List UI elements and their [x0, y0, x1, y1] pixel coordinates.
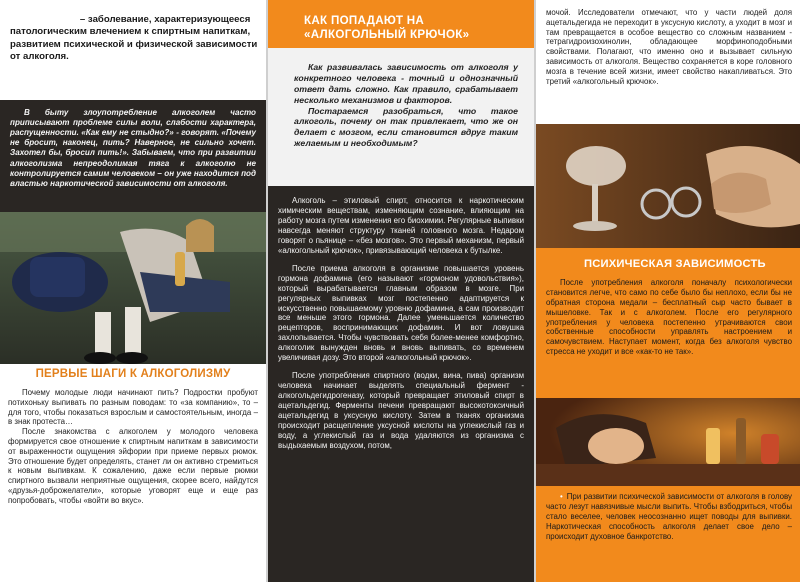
teen-drinking-photo	[0, 212, 266, 364]
handcuffs-glass-illustration	[536, 124, 800, 248]
psychological-dependence-text: После употребления алкоголя поначалу психологически становится легче, что само по себе было бы неплохо, если бы не обратная сторона медали – бесплатный сыр часто бывает в мышеловке. Так и с алкоголем. После его регулярного употребления у человека постепенно утрачиваются свои собственные способности управлять настроением и самочувствием. Наступает момент, когда без алкоголя чувство стресса не уходит и все «как-то не так».	[546, 278, 792, 357]
hook-paragraph: После приема алкоголя в организме повышается уровень гормона дофамина (его называют «гормоном удовольствия»), который вырабатывается главным образом в мозге. При регулярных выпивках мозг постепенно адаптируется к искусственно повышаемому уровню дофамина, а сам производит все меньше этого гормона. Далее уменьшается количество рецепторов, воспринимающих дофамин. И вот ловушка захлопывается. Чтобы чувствовать себя более-менее комфортно, алкоголик вынужден вновь и вновь выпивать, со временем увеличивая дозу. Это второй «алкогольный крючок».	[278, 263, 524, 363]
quote-text: В быту злоупотребление алкоголем часто приписывают проблеме силы воли, слабости характера, распущенности. «Как ему не стыдно?» - говорят. «Почему не бросит, наконец, пить? Наверное, не сильно хочет. Захотел бы, бросил пить!». Забываем, что при развитии алкоголизма непреодолимая тяга к алкоголю не контролируется самим человеком – он уже находится под властью наркотической зависимости от алкоголя.	[10, 108, 256, 188]
hook-intro	[268, 50, 534, 149]
drunk-person-illustration	[536, 398, 800, 486]
panel-right	[536, 0, 800, 582]
handcuffed-glass-photo	[536, 124, 800, 248]
quote-block	[0, 100, 266, 212]
first-steps-paragraph: После знакомства с алкоголем у молодого человека формируется свое отношение к спиртным напиткам в зависимости от выраженности ощущения эйфории при приеме первых рюмок. Это отношение будет определять, станет ли он активно стремиться к новым выпивкам. К сожалению, даже если первые рюмки спиртного вызвали неприятные ощущения, скорее всего, найдутся «друзья-доброжелатели», которые уговорят еще и еще раз попробовать, чтобы «войти во вкус».	[8, 427, 258, 505]
drunk-person-photo	[536, 398, 800, 486]
definition-term: АЛКОГОЛИЗМ	[10, 14, 78, 25]
obsessive-thoughts-text	[546, 492, 792, 541]
psychological-dependence-block	[536, 248, 800, 398]
hook-paragraph: После употребления спиртного (водки, вина, пива) организм человека начинает выделять специальный фермент - алкогольдегидрогеназу, который превращает этиловый спирт в ацетальдегид. Ферменты печени превращают высокотоксичный ацетальдегид в уксусную кислоту. Затем в тканях организма происходит расщепление уксусной кислоты на углекислый газ и воду, а углекислый газ и вода удаляются из организма с выдыхаемым воздухом, потом,	[278, 371, 524, 450]
psychological-dependence-heading: ПСИХИЧЕСКАЯ ЗАВИСИМОСТЬ	[584, 258, 766, 270]
hook-body	[268, 186, 534, 582]
definition-body: – заболевание, характеризующееся патологическим влечением к спиртным напиткам, развитием психической и физической зависимости от алкоголя.	[10, 14, 258, 62]
first-steps-paragraph: Почему молодые люди начинают пить? Подростки пробуют потихоньку выпивать по разным поводам: то «за компанию», то – для того, чтобы показаться взрослым и самостоятельным, иногда – в знак протеста…	[8, 388, 258, 427]
first-steps-heading: ПЕРВЫЕ ШАГИ К АЛКОГОЛИЗМУ	[35, 368, 231, 380]
continuation-block	[536, 0, 800, 126]
bullet-icon: •	[560, 492, 563, 501]
hook-title: КАК ПОПАДАЮТ НА «АЛКОГОЛЬНЫЙ КРЮЧОК»	[304, 14, 470, 42]
panel-middle	[268, 0, 534, 582]
hook-intro-paragraph: Постараемся разобраться, что такое алкоголь, почему он так привлекает, что же он делает с мозгом, если становится вдруг таким желаемым и необходимым?	[294, 105, 518, 149]
panel-left	[0, 0, 266, 582]
continuation-text: мочой. Исследователи отмечают, что у части людей доля ацетальдегида не переходит в уксусную кислоту, а уходит в мозг и там превращается в особое вещество со сложным названием - тетрагидроизохинолин, обладающее морфиноподобными свойствами. Полагают, что именно оно и вызывает сильную зависимость от алкоголя. Вещество сохраняется в коре головного мозга в течение всей жизни, имеет свойство накапливаться. Это третий «алкогольный крючок».	[546, 8, 792, 86]
first-steps-body	[0, 388, 266, 506]
hook-paragraph: Алкоголь – этиловый спирт, относится к наркотическим химическим веществам, изменяющим сознание, влияющим на работу мозга путем изменения его биохимии. Регулярные выпивки навсегда меняют структуру тканей головного мозга. Недаром говорят о пьянице – «без мозгов». Это первый механизм, первый «алкогольный крючок», привязывающий человека к бутылке.	[278, 196, 524, 255]
definition-block	[0, 0, 266, 100]
obsessive-thoughts-body: При развитии психической зависимости от алкоголя в голову часто лезут навязчивые мысли выпить. Чтобы взбодриться, чтобы стало веселее, человек неосознанно ищет поводы для выпивки. Наркотическая способность алкоголя делает свое дело – происходит духовное банкротство.	[546, 492, 792, 541]
teen-drinking-illustration	[0, 212, 266, 364]
obsessive-thoughts-block	[536, 486, 800, 582]
hook-banner	[268, 0, 534, 48]
definition-text	[10, 14, 258, 63]
hook-intro-paragraph: Как развивалась зависимость от алкоголя у конкретного человека - точный и однозначный ответ дать сложно. Как правило, срабатывает несколько механизмов и факторов.	[294, 62, 518, 105]
